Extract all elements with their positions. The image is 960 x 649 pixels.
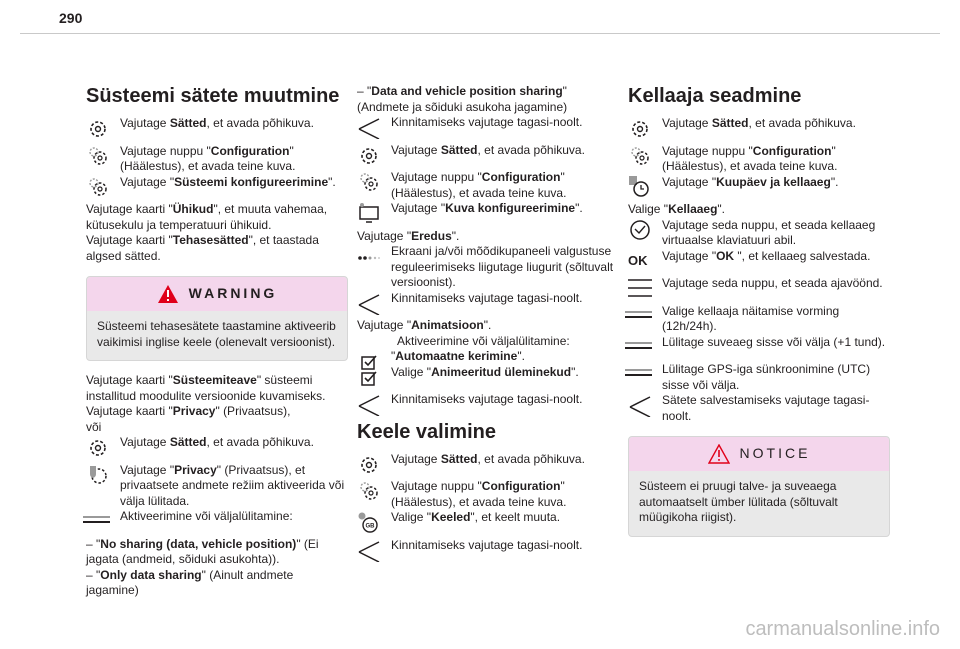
text-bold: Data and vehicle position sharing	[371, 84, 563, 98]
text: – "	[86, 567, 101, 582]
step-text: Vajutage nuppu "	[391, 479, 482, 493]
step-privacy	[86, 463, 348, 510]
step-text: ".	[575, 201, 583, 215]
text: Vajutage "	[357, 228, 412, 243]
step-bold: Configuration	[481, 479, 561, 493]
text: ".	[717, 202, 726, 216]
step-bold: Animeeritud üleminekud	[431, 364, 572, 379]
step-text: Kinnitamiseks vajutage tagasi-noolt.	[391, 115, 583, 129]
step-text: Vajutage	[391, 142, 441, 157]
step-text: Vajutage "	[662, 174, 717, 189]
step-keyboard-time	[628, 218, 890, 249]
warning-title: WARNING	[188, 285, 278, 302]
text: " (Ainult andmete jagamine)	[86, 567, 294, 597]
step-text: , et avada põhikuva.	[206, 116, 314, 130]
step-text: Vajutage nuppu "	[391, 170, 482, 184]
text-bold: Ühikud	[172, 202, 214, 216]
step-text: Lülitage suveaeg sisse või välja (+1 tund).	[662, 334, 886, 349]
settings-gear-icon	[357, 452, 381, 476]
text: – "	[86, 536, 101, 551]
step-bold: Automaatne kerimine	[395, 349, 518, 363]
configuration-gears-icon	[357, 170, 381, 194]
step-text: Vajutage "	[120, 462, 175, 477]
step-text: " (Häälestus), et avada teine kuva.	[120, 143, 296, 173]
step-bold: Sätted	[440, 451, 478, 466]
toggle-lines-icon	[80, 509, 110, 533]
step-languages	[357, 510, 619, 530]
text: " (Ei jagata (andmeid, sõiduki asukohta)).	[86, 536, 319, 566]
step-text: Ekraani ja/või mõõdikupaneeli valgustuse reguleerimiseks liigutage liugurit (sõltuvalt versioonist).	[391, 244, 614, 289]
step-bold: Keeled	[431, 510, 471, 524]
column-clock	[628, 84, 890, 549]
text-bold: Privacy	[172, 404, 216, 418]
step-bold: Sätted	[169, 116, 207, 130]
step-bold: Configuration	[210, 143, 290, 158]
step-open-settings-2	[86, 435, 348, 451]
step-confirm-back-3	[357, 392, 619, 408]
text: " süsteemi installitud moodulite versioonide kuvamiseks.	[86, 373, 326, 403]
text-bold: Animatsioon	[411, 318, 484, 332]
step-configuration	[86, 144, 348, 175]
step-text: , et avada põhikuva.	[477, 142, 585, 157]
watermark: carmanualsonline.info	[745, 617, 940, 640]
step-text: Aktiveerimine või väljalülitamine:	[120, 509, 293, 523]
system-config-icon	[86, 175, 110, 199]
step-gps-sync	[628, 362, 890, 393]
text-bold: Kellaaeg	[668, 202, 718, 216]
text: " (Privaatsus),	[215, 404, 291, 418]
text-bold: Tehasesätted	[172, 233, 249, 247]
step-text: Vajutage seda nuppu, et seada kellaaeg virtuaalse klaviatuuri abil.	[662, 217, 876, 247]
step-text: ", et kellaaeg salvestada.	[734, 248, 871, 263]
language-icon	[357, 510, 381, 534]
back-arrow-icon	[357, 115, 381, 139]
step-text: Vajutage	[120, 116, 170, 130]
step-bold: OK	[716, 248, 735, 263]
step-text: Vajutage	[662, 116, 712, 130]
option-data-and-position	[357, 84, 619, 115]
back-arrow-icon	[357, 392, 381, 416]
clock-icon	[628, 218, 652, 242]
privacy-gear-icon	[86, 463, 110, 487]
paragraph-activate: Aktiveerimine või väljalülitamine:	[397, 333, 570, 348]
step-dst	[628, 335, 890, 351]
text: Vajutage kaarti "	[86, 233, 173, 247]
step-text: Vajutage "	[120, 174, 175, 189]
step-bold: Privacy	[174, 462, 217, 477]
column-system-settings	[86, 84, 348, 599]
text: ".	[483, 318, 492, 332]
notice-text: Süsteem ei pruugi talve- ja suveaega automaatselt ümber lülitada (sõltuvalt müügikoha riigist).	[639, 479, 838, 524]
step-text: Vajutage "	[391, 201, 446, 215]
step-timezone	[628, 276, 890, 292]
step-text: , et avada põhikuva.	[748, 116, 856, 130]
step-text: Vajutage nuppu "	[120, 143, 211, 158]
paragraph-system-info	[86, 373, 348, 404]
step-text: Valige "	[391, 364, 432, 379]
step-auto-scroll	[357, 349, 619, 365]
paragraph-or: või	[86, 419, 102, 434]
step-confirm-back-4	[357, 538, 619, 554]
warning-header	[87, 277, 347, 311]
notice-box	[628, 436, 890, 537]
step-text: Vajutage seda nuppu, et seada ajavöönd.	[662, 276, 883, 290]
step-toggle	[86, 509, 348, 525]
step-text: Vajutage nuppu "	[662, 143, 753, 158]
notice-triangle-icon	[708, 444, 730, 464]
step-confirm-back	[357, 115, 619, 131]
option-only-data	[86, 568, 348, 599]
step-text: ".	[328, 174, 336, 189]
ok-label: OK	[628, 252, 648, 268]
step-bold: Sätted	[440, 142, 478, 157]
back-arrow-icon	[357, 538, 381, 562]
step-transitions	[357, 365, 619, 381]
step-text: ", et keelt muuta.	[470, 510, 561, 524]
configuration-gears-icon	[628, 144, 652, 168]
paragraph-brightness	[357, 229, 619, 245]
warning-box	[86, 276, 348, 361]
paragraph-units	[86, 202, 348, 233]
step-text: Kinnitamiseks vajutage tagasi-noolt.	[391, 537, 583, 552]
step-text: " (Privaatsus), et privaatsete andmete režiim aktiveerida või välja lülitada.	[120, 462, 345, 508]
notice-header	[629, 437, 889, 471]
step-text: Vajutage	[391, 451, 441, 466]
text-bold: Only data sharing	[100, 567, 202, 582]
section-title-system-settings: Süsteemi sätete muutmine	[86, 85, 340, 107]
step-save-back	[628, 393, 890, 424]
option-no-sharing	[86, 537, 348, 568]
step-configuration	[628, 144, 890, 175]
step-bold: Kuva konfigureerimine	[445, 201, 576, 215]
toggle-lines-icon	[622, 362, 652, 386]
paragraph-animation	[357, 318, 619, 334]
step-bold: Configuration	[752, 143, 832, 158]
text: Valige "	[628, 202, 669, 216]
section-title-language: Keele valimine	[357, 420, 496, 443]
step-text: ".	[571, 364, 579, 379]
text: ", et muuta vahemaa, kütusekulu ja temperatuuri ühikuid.	[86, 202, 328, 232]
notice-title: NOTICE	[739, 445, 811, 462]
step-text: Vajutage "	[662, 248, 717, 263]
header-rule	[20, 33, 940, 34]
step-configuration	[357, 170, 619, 201]
toggle-lines-icon	[622, 304, 652, 328]
paragraph-privacy	[86, 404, 348, 420]
step-text: Vajutage	[120, 435, 170, 449]
step-bold: Kuupäev ja kellaaeg	[716, 174, 831, 189]
svg-text:GB: GB	[365, 523, 375, 530]
step-text: ".	[830, 174, 839, 189]
step-text: Kinnitamiseks vajutage tagasi-noolt.	[391, 290, 583, 305]
settings-gear-icon	[86, 435, 110, 459]
step-system-config	[86, 175, 348, 191]
step-text: ".	[517, 349, 525, 363]
back-arrow-icon	[628, 393, 652, 417]
settings-gear-icon	[357, 143, 381, 167]
paragraph-select-time	[628, 202, 890, 218]
text: Vajutage kaarti "	[86, 373, 173, 387]
text: " (Andmete ja sõiduki asukoha jagamine)	[357, 84, 568, 114]
configuration-gears-icon	[86, 144, 110, 168]
step-text: , et avada põhikuva.	[206, 435, 314, 449]
paragraph-factory-settings	[86, 233, 348, 264]
menu-lines-icon	[628, 276, 652, 300]
settings-gear-icon	[86, 116, 110, 140]
step-confirm-back-2	[357, 291, 619, 307]
step-bold: Sätted	[711, 116, 749, 130]
step-text: " (Häälestus), et avada teine kuva.	[391, 479, 567, 509]
step-text: Valige kellaaja näitamise vorming (12h/24h).	[662, 303, 840, 333]
step-bold: Süsteemi konfigureerimine	[174, 174, 329, 189]
step-open-settings	[628, 116, 890, 132]
toggle-lines-icon	[622, 335, 652, 359]
step-text: " (Häälestus), et avada teine kuva.	[391, 170, 567, 200]
warning-triangle-icon	[157, 284, 179, 304]
step-configuration-2	[357, 479, 619, 510]
step-text: Kinnitamiseks vajutage tagasi-noolt.	[391, 392, 583, 406]
step-text: "	[391, 349, 396, 363]
text: ", et taastada algsed sätted.	[86, 233, 319, 263]
date-time-icon	[628, 175, 652, 199]
step-text: " (Häälestus), et avada teine kuva.	[662, 143, 838, 173]
text: Vajutage "	[357, 318, 412, 332]
checkbox-icon	[357, 365, 381, 389]
page-number: 290	[59, 10, 83, 26]
step-text: Lülitage GPS-iga sünkroonimine (UTC) sisse või välja.	[662, 362, 871, 392]
step-text: Valige "	[391, 510, 432, 524]
step-text: Sätete salvestamiseks vajutage tagasi-noolt.	[662, 393, 870, 423]
step-text: , et avada põhikuva.	[477, 451, 585, 466]
step-slider	[357, 244, 619, 291]
step-open-settings	[86, 116, 348, 132]
display-screen-icon	[357, 201, 381, 225]
text: Vajutage kaarti "	[86, 404, 173, 418]
step-ok	[628, 248, 890, 268]
text-bold: No sharing (data, vehicle position)	[100, 536, 297, 551]
text: ".	[451, 228, 460, 243]
step-format	[628, 304, 890, 335]
text-bold: Eredus	[411, 228, 452, 243]
step-open-settings-3	[357, 452, 619, 468]
step-bold: Configuration	[481, 170, 561, 184]
section-title-clock: Kellaaja seadmine	[628, 85, 802, 107]
slider-dots-icon	[357, 244, 381, 268]
step-display-config	[357, 201, 619, 217]
step-open-settings	[357, 143, 619, 159]
text: Vajutage kaarti "	[86, 202, 173, 216]
warning-text: Süsteemi tehasesätete taastamine aktiveerib vaikimisi inglise keele (olenevalt versioonist).	[97, 319, 336, 349]
settings-gear-icon	[628, 116, 652, 140]
configuration-gears-icon	[357, 479, 381, 503]
text: – "	[357, 84, 372, 98]
column-display-language	[357, 84, 619, 553]
back-arrow-icon	[357, 291, 381, 315]
step-date-time	[628, 175, 890, 191]
text-bold: Süsteemiteave	[172, 373, 257, 387]
step-bold: Sätted	[169, 435, 207, 449]
